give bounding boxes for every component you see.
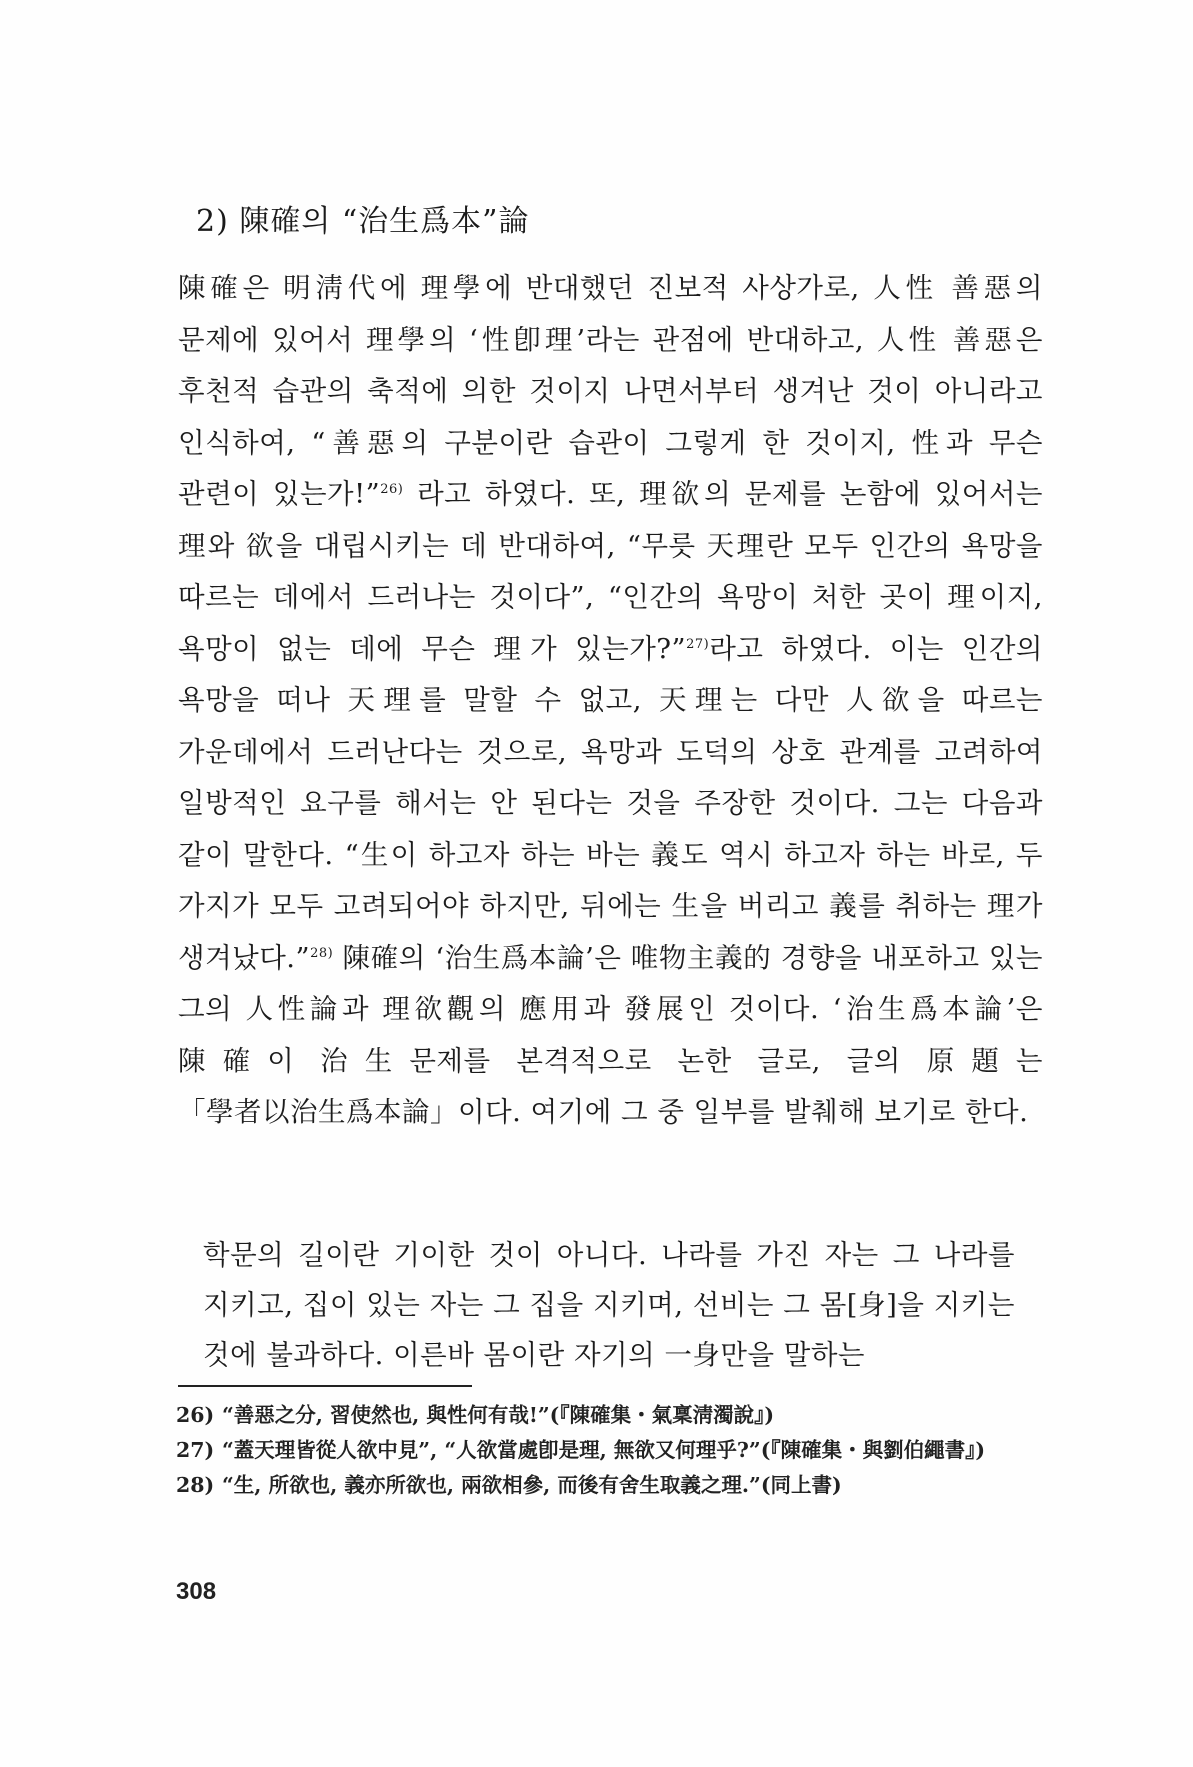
- footnote-number: 27): [176, 1438, 215, 1462]
- body-text-segment-3: 라고 하였다. 이는 인간의 욕망을 떠나 天理를 말할 수 없고, 天理는 다만 人欲을 따르는 가운데에서 드러난다는 것으로, 욕망과 도덕의 상호 관계를 고려하여 일방적인 요구를 해서는 안 된다는 것을 주장한 것이다. 그는 다음과 같이 말한다. “生이 하고자 하는 바는 義도 역시 하고자 하는 바로, 두 가지가 모두 고려되어야 하지만, 뒤에는 生을 버리고 義를 취하는 理가 생겨났다.”: [178, 632, 1043, 974]
- footnote-text: “生, 所欲也, 義亦所欲也, 兩欲相參, 而後有舍生取義之理.”(同上書): [222, 1473, 842, 1497]
- body-text-segment-4: 陳確의 ‘治生爲本論’은 唯物主義的 경향을 내포하고 있는 그의 人性論과 理欲觀의 應用과 發展인 것이다. ‘治生爲本論’은 陳確이 治生문제를 본격적으로 논한 글로, 글의 原題는 「學者以治生爲本論」이다. 여기에 그 중 일부를 발췌해 보기로 한다.: [178, 941, 1043, 1128]
- footnote-divider: [178, 1385, 472, 1387]
- section-heading: 2) 陳確의 “治生爲本”論: [196, 204, 530, 239]
- footnote-text: “蓋天理皆從人欲中見”, “人欲當處卽是理, 無欲又何理乎?”(『陳確集・與劉伯繩書』): [222, 1438, 986, 1462]
- footnote-number: 26): [176, 1403, 215, 1427]
- block-quote: [203, 1230, 1015, 1380]
- body-text-segment-2: 라고 하였다. 또, 理欲의 문제를 논함에 있어서는 理와 欲을 대립시키는 데 반대하여, “무릇 天理란 모두 인간의 욕망을 따르는 데에서 드러나는 것이다”, “인간의 욕망이 처한 곳이 理이지, 욕망이 없는 데에 무슨 理가 있는가?”: [178, 478, 1043, 665]
- footnote-text: “善惡之分, 習使然也, 與性何有哉!”(『陳確集・氣稟淸濁說』): [222, 1403, 775, 1427]
- footnotes: [176, 1398, 1046, 1503]
- quote-text: 학문의 길이란 기이한 것이 아니다. 나라를 가진 자는 그 나라를 지키고, 집이 있는 자는 그 집을 지키며, 선비는 그 몸[身]을 지키는 것에 불과하다. 이른바 몸이란 자기의 一身만을 말하는: [203, 1239, 1015, 1371]
- footnote-28: [176, 1468, 1046, 1503]
- footnote-ref-26: 26): [380, 481, 404, 497]
- footnote-27: [176, 1433, 1046, 1468]
- footnote-26: [176, 1398, 1046, 1433]
- footnote-ref-28: 28): [310, 945, 334, 961]
- page-number: 308: [176, 1578, 217, 1605]
- body-paragraph: [178, 263, 1043, 1139]
- body-text-segment-1: 陳確은 明淸代에 理學에 반대했던 진보적 사상가로, 人性 善惡의 문제에 있어서 理學의 ‘性卽理’라는 관점에 반대하고, 人性 善惡은 후천적 습관의 축적에 의한 것이지 나면서부터 생겨난 것이 아니라고 인식하여, “善惡의 구분이란 습관이 그렇게 한 것이지, 性과 무슨 관련이 있는가!”: [178, 272, 1043, 510]
- footnote-ref-27: 27): [686, 636, 710, 652]
- footnote-number: 28): [176, 1473, 215, 1497]
